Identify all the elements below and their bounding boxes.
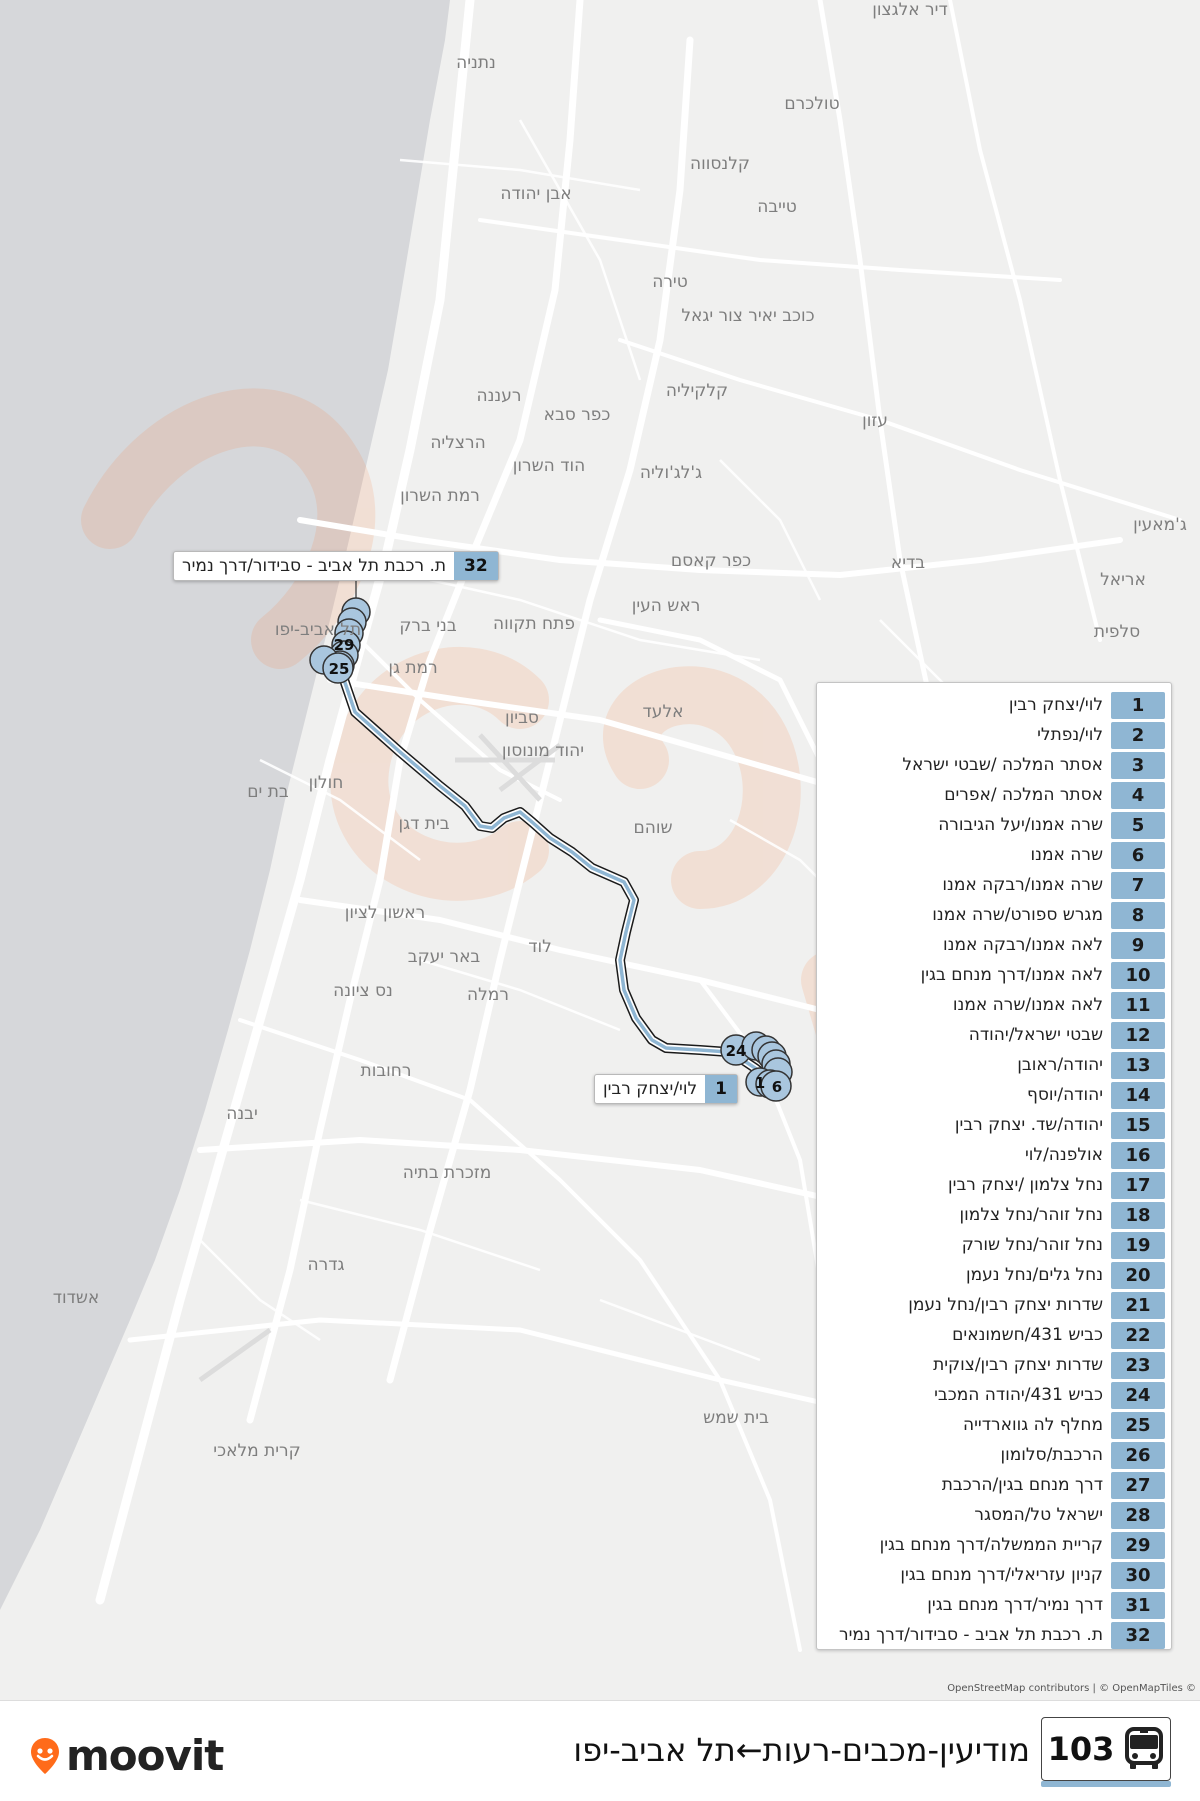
- stop-number: 27: [1111, 1472, 1165, 1499]
- stop-list-item[interactable]: [827, 1020, 1165, 1050]
- bus-icon: [1124, 1727, 1164, 1771]
- stop-list-item[interactable]: [827, 1290, 1165, 1320]
- place-label: רמת השרון: [400, 486, 480, 506]
- marker-label-24: 24: [725, 1042, 747, 1060]
- stop-name: נחל צלמון /יצחק רבין: [948, 1175, 1103, 1195]
- stop-list-item[interactable]: [827, 1590, 1165, 1620]
- stop-name: ת. רכבת תל אביב - סבידור/דרך נמיר: [838, 1625, 1103, 1645]
- stop-number: 31: [1111, 1592, 1165, 1619]
- stop-list-item[interactable]: [827, 1260, 1165, 1290]
- stop-name: מחלף לה גווארדייה: [963, 1415, 1103, 1435]
- stop-name: כביש 431/יהודה המכבי: [934, 1385, 1103, 1405]
- stop-list-item[interactable]: [827, 1320, 1165, 1350]
- stop-name: קניון עזריאלי/דרך מנחם בגין: [900, 1565, 1103, 1585]
- stop-number: 16: [1111, 1142, 1165, 1169]
- stop-number: 30: [1111, 1562, 1165, 1589]
- stop-name: נחל גלים/נחל נעמן: [965, 1265, 1103, 1285]
- stop-name: לוי/נפתלי: [1037, 725, 1103, 745]
- stop-list-panel[interactable]: [816, 682, 1172, 1650]
- marker-label-25: 25: [328, 660, 350, 678]
- callout-stop-number: 32: [454, 552, 498, 580]
- stop-list-item[interactable]: [827, 840, 1165, 870]
- stop-number: 1: [1111, 692, 1165, 719]
- place-label: טירה: [652, 272, 688, 292]
- stop-name: שרה אמנו: [1030, 845, 1103, 865]
- stop-number: 25: [1111, 1412, 1165, 1439]
- stop-list-item[interactable]: [827, 780, 1165, 810]
- stop-name: הרכבת/סלומון: [1000, 1445, 1103, 1465]
- place-label: שוהם: [633, 818, 673, 838]
- place-label: ראש העין: [631, 596, 701, 616]
- stop-list-item[interactable]: [827, 1560, 1165, 1590]
- stop-number: 20: [1111, 1262, 1165, 1289]
- bottom-stop-callout[interactable]: [594, 1074, 738, 1104]
- stop-list-item[interactable]: [827, 1140, 1165, 1170]
- map-attribution[interactable]: OpenStreetMap contributors | © OpenMapTiles ©: [947, 1683, 1196, 1694]
- place-label: סביון: [505, 708, 539, 728]
- route-color-bar: [1041, 1781, 1171, 1787]
- stop-list-item[interactable]: [827, 1440, 1165, 1470]
- stop-number: 23: [1111, 1352, 1165, 1379]
- footer: [0, 1700, 1200, 1801]
- place-label: תל אביב-יפו: [274, 620, 362, 640]
- stop-list-item[interactable]: [827, 1410, 1165, 1440]
- place-label: כפר קאסם: [670, 551, 752, 571]
- callout-stop-name: לוי/יצחק רבין: [603, 1079, 698, 1099]
- stop-name: נחל זוהר/נחל צלמון: [959, 1205, 1103, 1225]
- place-label: אשדוד: [52, 1288, 100, 1308]
- stop-number: 28: [1111, 1502, 1165, 1529]
- stop-number: 29: [1111, 1532, 1165, 1559]
- stop-name: לאה אמנו/רבקה אמנו: [943, 935, 1103, 955]
- stop-list-item[interactable]: [827, 1080, 1165, 1110]
- place-label: נס ציונה: [333, 981, 393, 1001]
- place-label: באר יעקב: [407, 947, 481, 967]
- stop-list-item[interactable]: [827, 900, 1165, 930]
- stop-list-item[interactable]: [827, 1500, 1165, 1530]
- stop-number: 6: [1111, 842, 1165, 869]
- place-label: דיר אלגצון: [872, 0, 948, 20]
- place-label: עזון: [862, 411, 888, 431]
- place-label: קלקיליה: [665, 381, 729, 401]
- stop-name: נחל זוהר/נחל שורק: [961, 1235, 1103, 1255]
- stop-name: קריית הממשלה/דרך מנחם בגין: [879, 1535, 1103, 1555]
- place-label: טולכרם: [784, 94, 840, 114]
- place-label: רעננה: [476, 386, 522, 406]
- place-label: בת ים: [247, 782, 289, 802]
- stop-name: לאה אמנו/דרך מנחם בגין: [920, 965, 1103, 985]
- place-label: בדיא: [890, 553, 926, 573]
- stop-name: שדרות יצחק רבין/צוקית: [933, 1355, 1103, 1375]
- stop-list-item[interactable]: [827, 810, 1165, 840]
- stop-name: יהודה/שד. יצחק רבין: [954, 1115, 1103, 1135]
- stop-list-item[interactable]: [827, 1200, 1165, 1230]
- stop-name: יהודה/ראובן: [1017, 1055, 1103, 1075]
- place-label: נתניה: [456, 53, 496, 73]
- stop-number: 24: [1111, 1382, 1165, 1409]
- stop-number: 2: [1111, 722, 1165, 749]
- place-label: הוד השרון: [512, 456, 586, 476]
- stop-list-item[interactable]: [827, 1350, 1165, 1380]
- place-label: אבן יהודה: [500, 184, 572, 204]
- callout-stop-number: 1: [705, 1075, 737, 1103]
- place-label: בני ברק: [399, 616, 457, 636]
- stop-name: שרה אמנו/רבקה אמנו: [942, 875, 1103, 895]
- marker-label-1: 1: [754, 1074, 766, 1092]
- stop-number: 18: [1111, 1202, 1165, 1229]
- place-label: רחובות: [360, 1061, 412, 1081]
- stop-name: שרה אמנו/יעל הגיבורה: [938, 815, 1103, 835]
- stop-name: דרך מנחם בגין/הרכבת: [941, 1475, 1103, 1495]
- place-label: יבנה: [226, 1104, 258, 1124]
- stop-number: 5: [1111, 812, 1165, 839]
- place-label: גדרה: [307, 1255, 345, 1275]
- stop-number: 12: [1111, 1022, 1165, 1049]
- stop-name: שדרות יצחק רבין/נחל נעמן: [908, 1295, 1103, 1315]
- stop-number: 21: [1111, 1292, 1165, 1319]
- stop-list-item[interactable]: [827, 1230, 1165, 1260]
- stop-number: 22: [1111, 1322, 1165, 1349]
- stop-name: לוי/יצחק רבין: [1008, 695, 1103, 715]
- stop-number: 3: [1111, 752, 1165, 779]
- stop-list-item[interactable]: [827, 690, 1165, 720]
- place-label: לוד: [528, 937, 552, 957]
- marker-label-6: 6: [771, 1078, 783, 1096]
- top-stop-callout[interactable]: [173, 551, 499, 581]
- stop-number: 15: [1111, 1112, 1165, 1139]
- stop-list-item[interactable]: [827, 1170, 1165, 1200]
- stop-number: 13: [1111, 1052, 1165, 1079]
- stop-name: אסתר המלכה /שבטי ישראל: [902, 755, 1103, 775]
- stop-name: אסתר המלכה /אפרים: [944, 785, 1103, 805]
- place-label: רמלה: [467, 985, 509, 1005]
- place-label: הרצליה: [430, 433, 486, 453]
- stop-name: ישראל טל/המסגר: [974, 1505, 1103, 1525]
- stop-number: 26: [1111, 1442, 1165, 1469]
- place-label: טייבה: [757, 197, 797, 217]
- stop-list-item[interactable]: [827, 1110, 1165, 1140]
- stop-list-item[interactable]: [827, 990, 1165, 1020]
- place-label: ג'לג'וליה: [639, 463, 703, 483]
- place-label: קרית מלאכי: [213, 1441, 301, 1461]
- stop-list-item[interactable]: [827, 930, 1165, 960]
- stop-name: שבטי ישראל/יהודה: [968, 1025, 1103, 1045]
- stop-list-item[interactable]: [827, 720, 1165, 750]
- stop-number: 10: [1111, 962, 1165, 989]
- place-label: ראשון לציון: [344, 903, 426, 923]
- stop-number: 4: [1111, 782, 1165, 809]
- stop-number: 19: [1111, 1232, 1165, 1259]
- stop-list-item[interactable]: [827, 960, 1165, 990]
- route-title: מודיעין-מכבים-רעות←תל אביב-יפו: [573, 1731, 1030, 1769]
- stop-list-item[interactable]: [827, 1530, 1165, 1560]
- stop-list-item[interactable]: [827, 1620, 1165, 1650]
- stop-list-item[interactable]: [827, 1380, 1165, 1410]
- stop-number: 32: [1111, 1622, 1165, 1649]
- stop-list-item[interactable]: [827, 750, 1165, 780]
- stop-number: 11: [1111, 992, 1165, 1019]
- stop-name: לאה אמנו/שרה אמנו: [952, 995, 1103, 1015]
- place-label: אלעד: [642, 702, 684, 722]
- stop-name: מגרש ספורט/שרה אמנו: [932, 905, 1103, 925]
- stop-number: 8: [1111, 902, 1165, 929]
- place-label: בית דגן: [398, 814, 450, 834]
- stop-list-item[interactable]: [827, 1470, 1165, 1500]
- stop-name: דרך נמיר/דרך מנחם בגין: [927, 1595, 1103, 1615]
- stop-list-item[interactable]: [827, 870, 1165, 900]
- brand-name: moovit: [66, 1731, 224, 1780]
- place-label: ג'מאעין: [1133, 515, 1187, 535]
- stop-number: 14: [1111, 1082, 1165, 1109]
- callout-stop-name: ת. רכבת תל אביב - סבידור/דרך נמיר: [182, 556, 447, 576]
- place-label: סלפית: [1093, 622, 1141, 642]
- moovit-pin-icon: [30, 1737, 60, 1775]
- place-label: מזכרת בתיה: [402, 1163, 492, 1183]
- place-label: אריאל: [1100, 570, 1146, 590]
- stop-number: 9: [1111, 932, 1165, 959]
- place-label: כוכב יאיר צור יגאל: [681, 306, 815, 326]
- stop-name: אולפנה/לוי: [1024, 1145, 1103, 1165]
- stop-list-item[interactable]: [827, 1050, 1165, 1080]
- marker-label-29: 29: [333, 636, 355, 654]
- place-label: כפר סבא: [543, 405, 611, 425]
- stop-name: כביש 431/חשמונאים: [952, 1325, 1103, 1345]
- route-badge[interactable]: [1041, 1717, 1171, 1781]
- stop-number: 17: [1111, 1172, 1165, 1199]
- route-number: 103: [1047, 1730, 1115, 1768]
- moovit-logo[interactable]: [30, 1731, 223, 1780]
- stop-name: יהודה/יוסף: [1027, 1085, 1103, 1105]
- place-label: קלנסווה: [690, 154, 750, 174]
- place-label: חולון: [308, 773, 344, 793]
- place-label: בית שמש: [703, 1408, 769, 1428]
- place-label: רמת גן: [388, 658, 438, 678]
- stop-number: 7: [1111, 872, 1165, 899]
- place-label: יהוד מונוסון: [501, 741, 585, 761]
- place-label: פתח תקווה: [493, 614, 575, 634]
